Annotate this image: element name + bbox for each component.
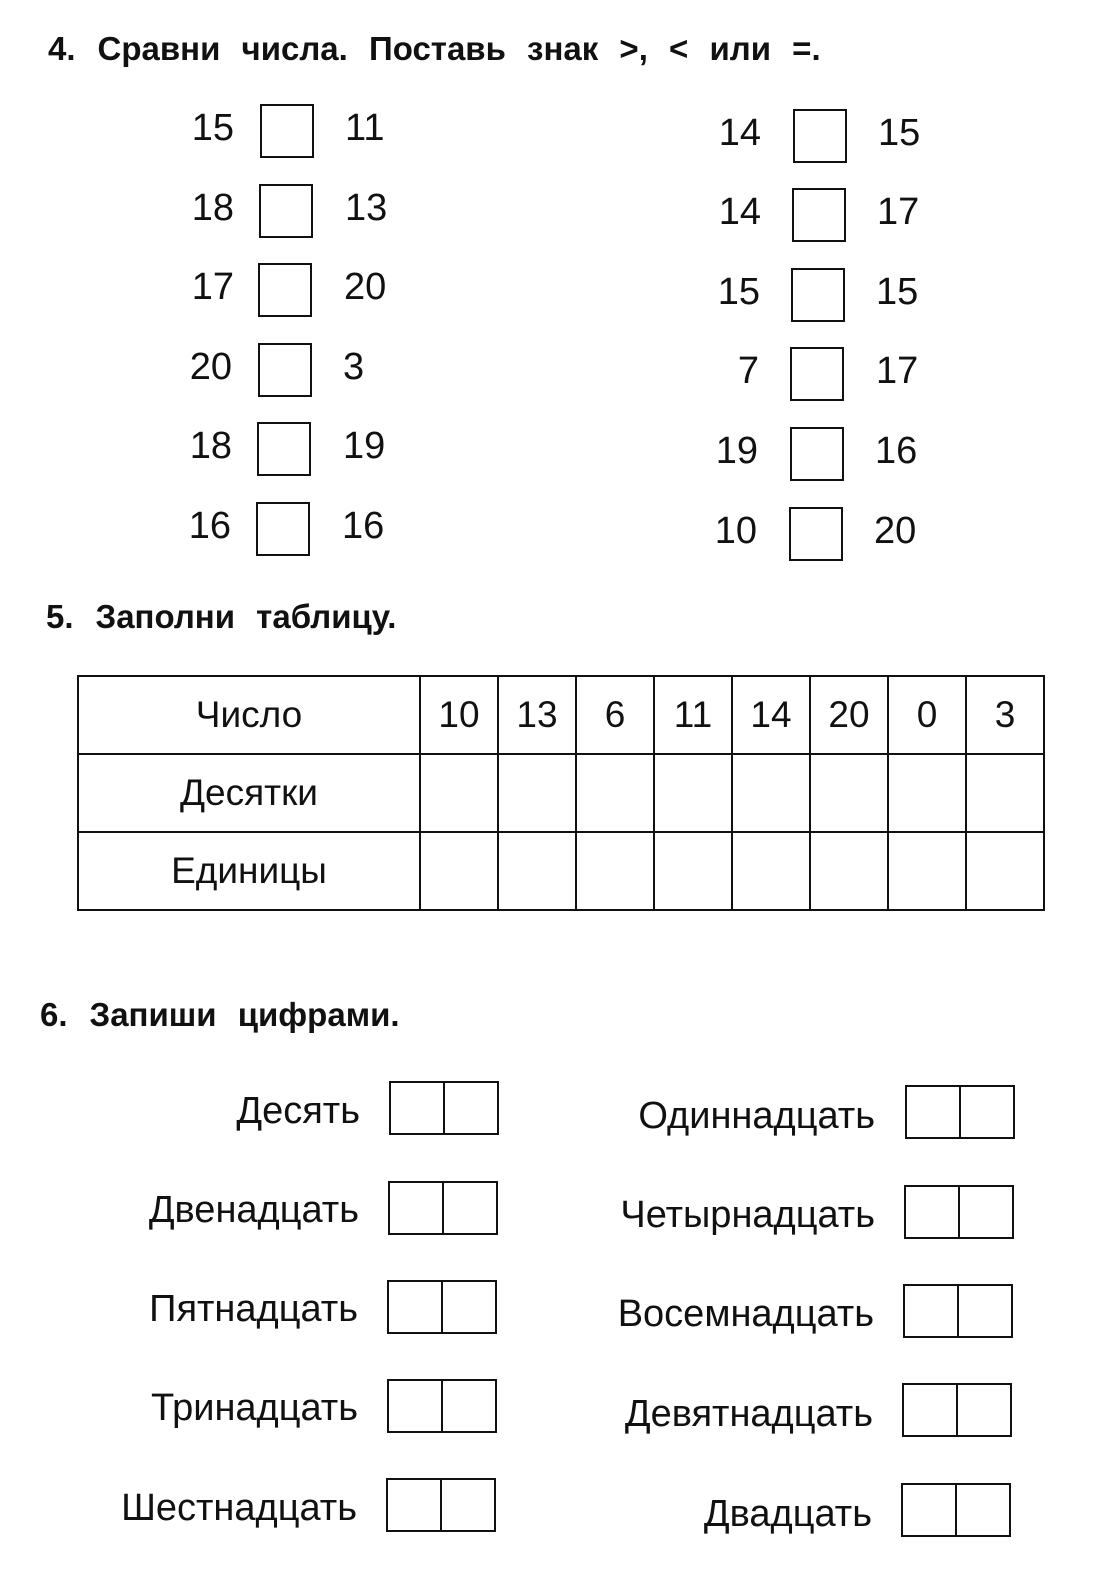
digit-cell[interactable] [907,1087,959,1137]
units-answer-cell[interactable] [966,832,1044,910]
row-header-tens: Десятки [78,754,420,832]
digit-answer-boxes[interactable] [389,1081,499,1135]
row-header-number: Число [78,676,420,754]
compare-left-number: 14 [718,191,761,233]
digit-answer-boxes[interactable] [904,1185,1014,1239]
digit-cell[interactable] [955,1485,1009,1535]
tens-answer-cell[interactable] [420,754,498,832]
compare-left-number: 15 [191,107,234,149]
compare-left-number: 20 [189,346,232,388]
task-6-title [40,996,400,1034]
compare-sign-box[interactable] [258,343,312,397]
compare-sign-box[interactable] [257,422,311,476]
units-answer-cell[interactable] [576,832,654,910]
number-cell: 13 [498,676,576,754]
compare-left-number: 7 [737,350,759,392]
compare-right-number: 15 [876,271,919,313]
table-row-tens [78,754,1044,832]
tens-answer-cell[interactable] [732,754,810,832]
digit-cell[interactable] [959,1087,1013,1137]
task-4-number: 4. [48,30,76,67]
number-cell: 14 [732,676,810,754]
task-5-title [46,598,396,636]
compare-sign-box[interactable] [790,347,844,401]
number-cell: 3 [966,676,1044,754]
number-word: Четырнадцать [620,1194,875,1236]
place-value-table [77,675,1045,911]
number-cell: 20 [810,676,888,754]
number-word: Восемнадцать [617,1293,874,1335]
compare-sign-box[interactable] [258,263,312,317]
number-word: Шестнадцать [121,1487,357,1529]
number-cell: 10 [420,676,498,754]
compare-left-number: 19 [715,430,758,472]
units-answer-cell[interactable] [888,832,966,910]
row-header-units: Единицы [78,832,420,910]
units-answer-cell[interactable] [810,832,888,910]
digit-cell[interactable] [440,1480,494,1530]
compare-sign-box[interactable] [792,188,846,242]
digit-cell[interactable] [389,1282,441,1332]
number-word: Десять [236,1090,360,1132]
task-4-title [48,30,821,68]
number-word: Девятнадцать [624,1393,873,1435]
task-4-text: Сравни числа. Поставь знак >, < или =. [97,30,821,67]
units-answer-cell[interactable] [732,832,810,910]
number-word: Двенадцать [148,1189,359,1231]
tens-answer-cell[interactable] [498,754,576,832]
units-answer-cell[interactable] [654,832,732,910]
compare-left-number: 15 [717,271,760,313]
compare-left-number: 10 [714,510,757,552]
digit-cell[interactable] [442,1183,496,1233]
digit-answer-boxes[interactable] [901,1483,1011,1537]
compare-sign-box[interactable] [259,184,313,238]
compare-right-number: 13 [345,187,388,229]
compare-right-number: 3 [343,346,365,388]
compare-sign-box[interactable] [791,268,845,322]
task-5-number: 5. [46,598,74,635]
task-5-text: Заполни таблицу. [95,598,397,635]
compare-sign-box[interactable] [260,104,314,158]
compare-right-number: 17 [876,350,919,392]
number-word: Одиннадцать [638,1095,875,1137]
compare-sign-box[interactable] [789,507,843,561]
compare-right-number: 20 [874,510,917,552]
digit-cell[interactable] [441,1282,495,1332]
compare-right-number: 17 [877,191,920,233]
units-answer-cell[interactable] [498,832,576,910]
compare-right-number: 16 [875,430,918,472]
digit-cell[interactable] [441,1381,495,1431]
compare-left-number: 18 [191,187,234,229]
digit-answer-boxes[interactable] [387,1280,497,1334]
digit-answer-boxes[interactable] [387,1379,497,1433]
compare-right-number: 16 [342,505,385,547]
task-6-text: Запиши цифрами. [89,996,400,1033]
digit-cell[interactable] [957,1286,1011,1336]
compare-right-number: 15 [878,112,921,154]
digit-cell[interactable] [906,1187,958,1237]
compare-right-number: 20 [344,266,387,308]
number-cell: 11 [654,676,732,754]
number-word: Тринадцать [151,1387,358,1429]
digit-cell[interactable] [391,1083,443,1133]
digit-answer-boxes[interactable] [902,1383,1012,1437]
compare-sign-box[interactable] [790,427,844,481]
task-6-number: 6. [40,996,68,1033]
tens-answer-cell[interactable] [654,754,732,832]
tens-answer-cell[interactable] [966,754,1044,832]
table-row-units [78,832,1044,910]
compare-right-number: 11 [345,107,385,149]
compare-left-number: 18 [189,425,232,467]
compare-left-number: 17 [191,266,234,308]
compare-sign-box[interactable] [793,109,847,163]
compare-left-number: 16 [188,505,231,547]
number-word: Двадцать [703,1493,872,1535]
digit-cell[interactable] [904,1385,956,1435]
digit-cell[interactable] [958,1187,1012,1237]
number-cell: 0 [888,676,966,754]
digit-answer-boxes[interactable] [388,1181,498,1235]
number-word: Пятнадцать [149,1288,358,1330]
table-row-number [78,676,1044,754]
digit-answer-boxes[interactable] [386,1478,496,1532]
tens-answer-cell[interactable] [810,754,888,832]
digit-cell[interactable] [389,1381,441,1431]
digit-cell[interactable] [956,1385,1010,1435]
tens-answer-cell[interactable] [888,754,966,832]
digit-cell[interactable] [903,1485,955,1535]
digit-cell[interactable] [390,1183,442,1233]
digit-cell[interactable] [905,1286,957,1336]
tens-answer-cell[interactable] [576,754,654,832]
units-answer-cell[interactable] [420,832,498,910]
compare-right-number: 19 [343,425,386,467]
digit-cell[interactable] [388,1480,440,1530]
digit-answer-boxes[interactable] [903,1284,1013,1338]
number-cell: 6 [576,676,654,754]
compare-sign-box[interactable] [256,502,310,556]
compare-left-number: 14 [718,112,761,154]
digit-answer-boxes[interactable] [905,1085,1015,1139]
digit-cell[interactable] [443,1083,497,1133]
